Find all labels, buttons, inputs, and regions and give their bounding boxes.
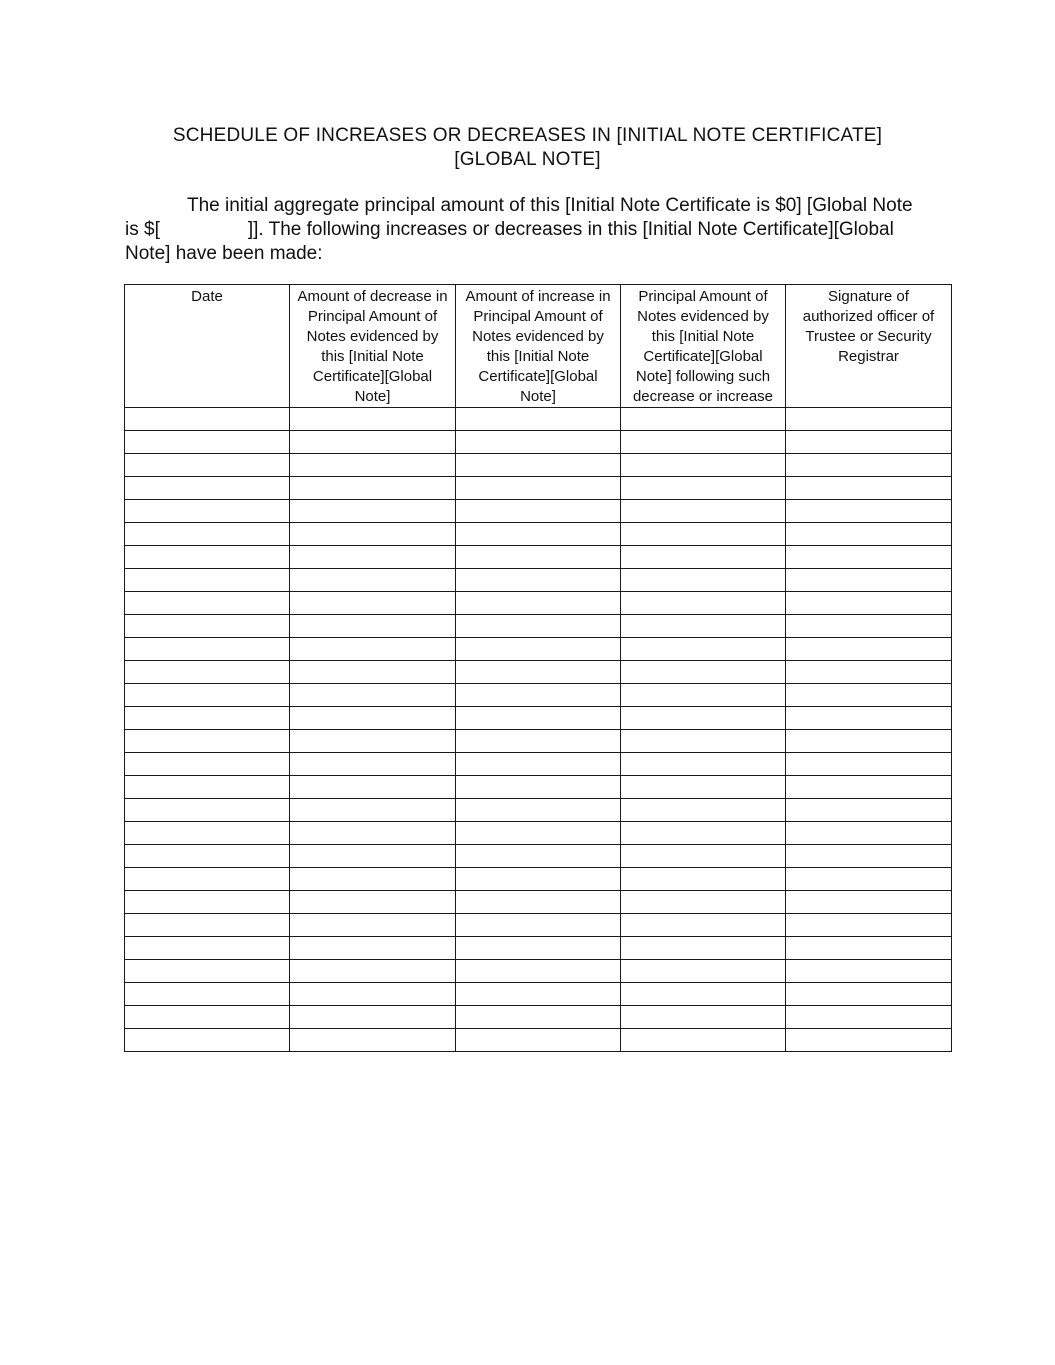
table-cell[interactable] xyxy=(456,753,621,776)
table-cell[interactable] xyxy=(290,822,456,845)
table-row xyxy=(125,500,952,523)
table-row xyxy=(125,707,952,730)
table-cell[interactable] xyxy=(125,500,290,523)
table-row xyxy=(125,1029,952,1052)
table-cell[interactable] xyxy=(125,661,290,684)
table-cell[interactable] xyxy=(290,937,456,960)
table-cell[interactable] xyxy=(290,546,456,569)
table-cell[interactable] xyxy=(786,523,952,546)
table-cell[interactable] xyxy=(456,684,621,707)
table-cell[interactable] xyxy=(125,431,290,454)
table-cell[interactable] xyxy=(621,546,786,569)
title-line-2: [GLOBAL NOTE] xyxy=(454,149,601,170)
table-cell[interactable] xyxy=(290,1006,456,1029)
table-cell[interactable] xyxy=(290,431,456,454)
table-cell[interactable] xyxy=(125,891,290,914)
page-title xyxy=(110,124,945,172)
table-cell[interactable] xyxy=(456,914,621,937)
table-cell[interactable] xyxy=(125,983,290,1006)
table-cell[interactable] xyxy=(456,707,621,730)
table-cell[interactable] xyxy=(456,477,621,500)
table-cell[interactable] xyxy=(786,891,952,914)
column-header-increase: Amount of increase in Principal Amount of Notes evidenced by this [Initial Note Certificate][Global Note] xyxy=(456,285,621,408)
table-row xyxy=(125,983,952,1006)
table-cell[interactable] xyxy=(290,776,456,799)
table-cell[interactable] xyxy=(125,822,290,845)
schedule-table xyxy=(124,284,952,1052)
table-cell[interactable] xyxy=(125,638,290,661)
table-row xyxy=(125,960,952,983)
table-cell[interactable] xyxy=(290,891,456,914)
table-row xyxy=(125,845,952,868)
table-row xyxy=(125,638,952,661)
table-cell[interactable] xyxy=(456,661,621,684)
intro-line-3: Note] have been made: xyxy=(125,243,323,264)
table-cell[interactable] xyxy=(621,891,786,914)
table-row xyxy=(125,730,952,753)
table-cell[interactable] xyxy=(290,661,456,684)
table-body xyxy=(125,408,952,1052)
table-cell[interactable] xyxy=(786,592,952,615)
table-cell[interactable] xyxy=(290,1029,456,1052)
table-cell[interactable] xyxy=(125,753,290,776)
table-cell[interactable] xyxy=(125,408,290,431)
table-cell[interactable] xyxy=(125,1029,290,1052)
table-cell[interactable] xyxy=(290,868,456,891)
table-cell[interactable] xyxy=(290,753,456,776)
table-cell[interactable] xyxy=(290,983,456,1006)
intro-paragraph xyxy=(125,194,935,266)
table-cell[interactable] xyxy=(456,868,621,891)
table-cell[interactable] xyxy=(456,454,621,477)
table-cell[interactable] xyxy=(786,454,952,477)
column-header-signature: Signature of authorized officer of Trustee or Security Registrar xyxy=(786,285,952,408)
table-cell[interactable] xyxy=(786,546,952,569)
table-row xyxy=(125,454,952,477)
table-cell[interactable] xyxy=(786,408,952,431)
table-cell[interactable] xyxy=(456,891,621,914)
table-cell[interactable] xyxy=(290,454,456,477)
table-cell[interactable] xyxy=(125,707,290,730)
table-cell[interactable] xyxy=(290,500,456,523)
table-cell[interactable] xyxy=(290,592,456,615)
table-cell[interactable] xyxy=(290,615,456,638)
table-row xyxy=(125,546,952,569)
table-row xyxy=(125,776,952,799)
column-header-principal: Principal Amount of Notes evidenced by this [Initial Note Certificate][Global Note] following such decrease or increase xyxy=(621,285,786,408)
table-cell[interactable] xyxy=(621,730,786,753)
table-cell[interactable] xyxy=(621,615,786,638)
table-cell[interactable] xyxy=(621,914,786,937)
table-header-row xyxy=(125,285,952,408)
table-cell[interactable] xyxy=(786,730,952,753)
table-row xyxy=(125,684,952,707)
table-cell[interactable] xyxy=(786,638,952,661)
table-cell[interactable] xyxy=(456,523,621,546)
table-cell[interactable] xyxy=(786,776,952,799)
table-row xyxy=(125,592,952,615)
table-cell[interactable] xyxy=(456,960,621,983)
table-cell[interactable] xyxy=(621,431,786,454)
table-cell[interactable] xyxy=(290,569,456,592)
table-row xyxy=(125,799,952,822)
table-cell[interactable] xyxy=(621,707,786,730)
table-cell[interactable] xyxy=(456,546,621,569)
table-cell[interactable] xyxy=(621,776,786,799)
table-cell[interactable] xyxy=(290,730,456,753)
table-cell[interactable] xyxy=(456,569,621,592)
table-cell[interactable] xyxy=(621,868,786,891)
column-header-date: Date xyxy=(125,285,290,408)
table-row xyxy=(125,661,952,684)
table-row xyxy=(125,477,952,500)
table-cell[interactable] xyxy=(786,868,952,891)
table-cell[interactable] xyxy=(290,477,456,500)
table-cell[interactable] xyxy=(290,914,456,937)
table-cell[interactable] xyxy=(290,799,456,822)
table-cell[interactable] xyxy=(786,569,952,592)
table-cell[interactable] xyxy=(456,638,621,661)
table-cell[interactable] xyxy=(621,799,786,822)
table-cell[interactable] xyxy=(621,408,786,431)
table-cell[interactable] xyxy=(456,822,621,845)
table-cell[interactable] xyxy=(786,707,952,730)
title-line-1: SCHEDULE OF INCREASES OR DECREASES IN [INITIAL NOTE CERTIFICATE] xyxy=(172,125,883,146)
table-cell[interactable] xyxy=(621,592,786,615)
table-cell[interactable] xyxy=(125,960,290,983)
table-cell[interactable] xyxy=(786,822,952,845)
table-cell[interactable] xyxy=(456,500,621,523)
table-row xyxy=(125,868,952,891)
table-cell[interactable] xyxy=(621,638,786,661)
table-row xyxy=(125,408,952,431)
table-cell[interactable] xyxy=(786,845,952,868)
table-cell[interactable] xyxy=(621,454,786,477)
table-cell[interactable] xyxy=(125,914,290,937)
table-cell[interactable] xyxy=(621,822,786,845)
table-row xyxy=(125,891,952,914)
table-cell[interactable] xyxy=(621,500,786,523)
table-cell[interactable] xyxy=(125,868,290,891)
table-cell[interactable] xyxy=(125,546,290,569)
table-cell[interactable] xyxy=(786,914,952,937)
table-row xyxy=(125,937,952,960)
table-cell[interactable] xyxy=(290,707,456,730)
table-cell[interactable] xyxy=(786,937,952,960)
intro-line-2-start: is $[ xyxy=(125,219,160,240)
table-cell[interactable] xyxy=(786,1029,952,1052)
table-cell[interactable] xyxy=(456,431,621,454)
table-cell[interactable] xyxy=(621,1006,786,1029)
table-cell[interactable] xyxy=(786,753,952,776)
table-cell[interactable] xyxy=(786,960,952,983)
column-header-decrease: Amount of decrease in Principal Amount of Notes evidenced by this [Initial Note Certificate][Global Note] xyxy=(290,285,456,408)
table-cell[interactable] xyxy=(290,523,456,546)
intro-line-2-end: ]]. The following increases or decreases in this [Initial Note Certificate][Global xyxy=(247,219,894,240)
table-cell[interactable] xyxy=(786,983,952,1006)
table-cell[interactable] xyxy=(290,408,456,431)
table-cell[interactable] xyxy=(456,730,621,753)
table-cell[interactable] xyxy=(621,523,786,546)
table-cell[interactable] xyxy=(125,615,290,638)
table-cell[interactable] xyxy=(125,523,290,546)
table-row xyxy=(125,914,952,937)
intro-line-2 xyxy=(125,218,935,242)
table-cell[interactable] xyxy=(621,569,786,592)
table-cell[interactable] xyxy=(786,477,952,500)
table-cell[interactable] xyxy=(125,569,290,592)
table-cell[interactable] xyxy=(786,799,952,822)
table-cell[interactable] xyxy=(786,431,952,454)
table-row xyxy=(125,523,952,546)
table-row xyxy=(125,615,952,638)
table-cell[interactable] xyxy=(621,960,786,983)
table-cell[interactable] xyxy=(125,845,290,868)
table-cell[interactable] xyxy=(621,983,786,1006)
table-cell[interactable] xyxy=(786,1006,952,1029)
table-cell[interactable] xyxy=(621,753,786,776)
table-cell[interactable] xyxy=(456,592,621,615)
table-cell[interactable] xyxy=(125,799,290,822)
table-row xyxy=(125,753,952,776)
table-cell[interactable] xyxy=(456,1029,621,1052)
table-cell[interactable] xyxy=(621,1029,786,1052)
table-cell[interactable] xyxy=(621,477,786,500)
table-cell[interactable] xyxy=(456,799,621,822)
table-cell[interactable] xyxy=(125,1006,290,1029)
table-cell[interactable] xyxy=(456,845,621,868)
table-cell[interactable] xyxy=(125,592,290,615)
table-cell[interactable] xyxy=(290,684,456,707)
table-cell[interactable] xyxy=(125,454,290,477)
table-cell[interactable] xyxy=(786,615,952,638)
table-cell[interactable] xyxy=(125,477,290,500)
table-cell[interactable] xyxy=(456,1006,621,1029)
table-cell[interactable] xyxy=(786,500,952,523)
table-cell[interactable] xyxy=(125,937,290,960)
table-cell[interactable] xyxy=(456,776,621,799)
table-row xyxy=(125,822,952,845)
intro-line-1: The initial aggregate principal amount of this [Initial Note Certificate is $0] [Global Note xyxy=(187,195,913,216)
table-cell[interactable] xyxy=(456,983,621,1006)
table-cell[interactable] xyxy=(456,408,621,431)
table-cell[interactable] xyxy=(125,776,290,799)
table-cell[interactable] xyxy=(125,730,290,753)
table-cell[interactable] xyxy=(621,937,786,960)
table-cell[interactable] xyxy=(621,661,786,684)
table-row xyxy=(125,431,952,454)
table-cell[interactable] xyxy=(290,960,456,983)
table-row xyxy=(125,1006,952,1029)
table-cell[interactable] xyxy=(290,638,456,661)
table-cell[interactable] xyxy=(621,684,786,707)
table-cell[interactable] xyxy=(786,684,952,707)
table-cell[interactable] xyxy=(456,937,621,960)
table-cell[interactable] xyxy=(621,845,786,868)
table-cell[interactable] xyxy=(456,615,621,638)
table-cell[interactable] xyxy=(125,684,290,707)
table-cell[interactable] xyxy=(786,661,952,684)
table-cell[interactable] xyxy=(290,845,456,868)
table-row xyxy=(125,569,952,592)
